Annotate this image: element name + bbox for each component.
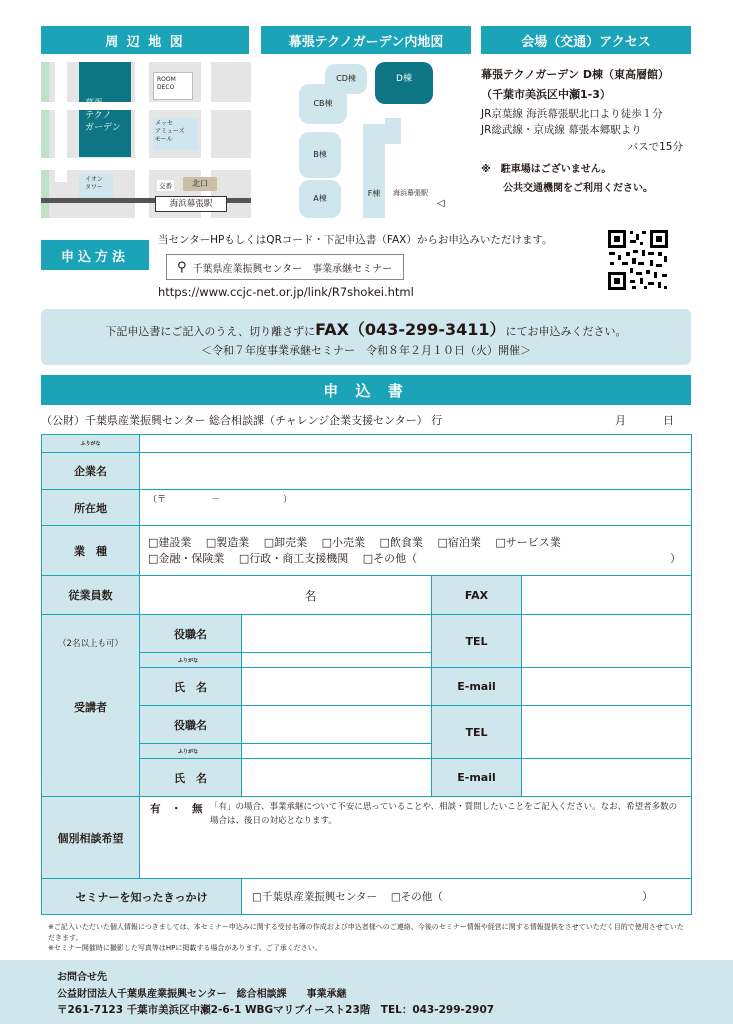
privacy-note: ※ご記入いただいた個人情報につきましては、本セミナー申込みに関する受付名簿の作成および申込者様へのご連絡、今後のセミナー情報や経営に関する情報提供をさせていただく目的で使用させていただきます。	[48, 923, 684, 942]
how-label: セミナーを知ったきっかけ	[42, 879, 242, 915]
inner-map	[261, 58, 471, 222]
park-strip	[41, 62, 49, 218]
name-label: 氏 名	[140, 759, 242, 797]
employees-unit: 名	[304, 588, 317, 603]
apply-text: 当センターHPもしくはQRコード・下記申込書（FAX）からお申込みいただけます。	[158, 234, 553, 246]
road	[41, 102, 251, 110]
location-input[interactable]	[140, 490, 692, 526]
road	[41, 158, 251, 170]
area-map	[41, 62, 251, 218]
tel-input[interactable]	[522, 706, 692, 759]
search-box[interactable]	[166, 254, 404, 280]
email-input[interactable]	[522, 759, 692, 797]
access-bus: バスで15分	[627, 140, 683, 153]
industry-row-1[interactable]: □建設業 □製造業 □卸売業 □小売業 □飲食業 □宿泊業 □サービス業	[148, 535, 561, 549]
how-options[interactable]: □千葉県産業振興センター □その他（ ）	[242, 879, 692, 915]
cb-building: CB棟	[299, 84, 347, 124]
application-form	[41, 434, 692, 915]
venue-address: （千葉市美浜区中瀬1-3）	[481, 88, 611, 101]
name-furigana-input[interactable]	[242, 653, 432, 668]
contact-footer	[0, 960, 733, 1024]
search-icon: ⚲	[177, 259, 187, 275]
postal-code-field: （〒 － ）	[148, 495, 293, 505]
contact-title: お問合せ先	[57, 972, 107, 983]
koban-label: 交番	[159, 182, 172, 190]
inner-map-header: 幕張テクノガーデン内地図	[261, 26, 471, 54]
fax-pre: 下記申込書にご記入のうえ、切り離さずに	[105, 325, 316, 338]
yes-no-option[interactable]: 有 ・ 無	[150, 803, 203, 815]
fax-number: FAX（043-299-3411）	[315, 320, 506, 339]
addressee: （公財）千葉県産業振興センター 総合相談課（チャレンジ企業支援センター） 行	[41, 414, 443, 427]
contact-org: 公益財団法人千葉県産業振興センター 総合相談課 事業承継	[57, 989, 347, 1000]
company-furigana-input[interactable]	[140, 435, 692, 453]
name-input[interactable]	[242, 759, 432, 797]
consult-input[interactable]	[140, 797, 692, 879]
industry-row-2[interactable]: □金融・保険業 □行政・商工支援機関 □その他（ ）	[148, 551, 682, 565]
aeon-label: イオン タワー	[85, 176, 104, 192]
note-mark: ※	[481, 163, 491, 175]
a-building: A棟	[299, 180, 341, 218]
qr-code[interactable]	[606, 228, 670, 292]
attendee-label-cell	[42, 615, 140, 797]
role-label: 役職名	[140, 706, 242, 744]
industry-options[interactable]	[140, 526, 692, 576]
fax-banner	[41, 309, 691, 365]
email-label: E-mail	[432, 759, 522, 797]
name-input[interactable]	[242, 668, 432, 706]
fax-label: FAX	[432, 576, 522, 615]
search-text: 千葉県産業振興センター 事業承継セミナー	[192, 263, 393, 275]
seminar-date: ＜令和７年度事業承継セミナー 令和８年２月１０日（火）開催＞	[201, 344, 531, 357]
employees-label: 従業員数	[42, 576, 140, 615]
email-label: E-mail	[432, 668, 522, 706]
station-label: 海浜幕張駅	[155, 196, 227, 212]
fax-input[interactable]	[522, 576, 692, 615]
access-jr2: JR総武線・京成線 幕張本郷駅より	[481, 124, 642, 137]
role-input[interactable]	[242, 706, 432, 744]
company-input[interactable]	[140, 453, 692, 490]
location-label: 所在地	[42, 490, 140, 526]
venue-name: 幕張テクノガーデン D棟（東高層館）	[481, 68, 669, 81]
form-header: 申 込 書	[41, 375, 691, 405]
apply-header: 申込方法	[41, 240, 149, 270]
consult-label: 個別相談希望	[42, 797, 140, 879]
inner-station-label: 海浜幕張駅	[393, 189, 428, 197]
day-label: 日	[663, 414, 674, 427]
attendee-label: 受講者	[74, 701, 107, 714]
privacy-notes	[48, 922, 688, 954]
f-building: F棟	[363, 124, 385, 218]
messe-label: メッセ アミューズ モール	[155, 120, 185, 144]
techno-garden-label: テクノ ガーデン	[85, 111, 121, 134]
cd-building: CD棟	[325, 64, 367, 94]
tel-label: TEL	[432, 706, 522, 759]
north-exit: 北口	[183, 177, 217, 191]
furigana-label: ふりがな	[42, 435, 140, 453]
access-jr1: JR京葉線 海浜幕張駅北口より徒歩１分	[481, 108, 663, 120]
role-label: 役職名	[140, 615, 242, 653]
map-header: 周 辺 地 図	[41, 26, 249, 54]
public-transport-note: 公共交通機関をご利用ください。	[503, 182, 653, 194]
role-input[interactable]	[242, 615, 432, 653]
arrow-icon: ◁	[437, 198, 445, 209]
b-building: B棟	[299, 132, 341, 178]
walkway	[385, 118, 401, 144]
access-header: 会場（交通）アクセス	[481, 26, 691, 54]
photo-note: ※セミナー開催時に撮影した写真等はHPに掲載する場合があります。ご了承ください。	[48, 944, 322, 952]
road	[201, 62, 211, 218]
multi-note: （2名以上も可）	[58, 639, 123, 649]
room-deco-label: ROOM DECO	[157, 76, 176, 91]
access-info	[481, 66, 701, 194]
email-input[interactable]	[522, 668, 692, 706]
parking-note: 駐車場はございません。	[500, 163, 612, 175]
industry-label: 業 種	[42, 526, 140, 576]
furigana-label: ふりがな	[140, 653, 242, 668]
d-building: D棟	[375, 62, 433, 104]
road	[135, 62, 149, 218]
name-furigana-input[interactable]	[242, 744, 432, 759]
furigana-label: ふりがな	[140, 744, 242, 759]
fax-post: にてお申込みください。	[505, 325, 627, 338]
apply-url[interactable]: https://www.ccjc-net.or.jp/link/R7shokei.html	[158, 285, 414, 299]
employees-input[interactable]	[140, 576, 432, 615]
contact-address: 〒261-7123 千葉市美浜区中瀬2-6-1 WBGマリブイースト23階 TEL：043-299-2907	[57, 1004, 495, 1016]
company-label: 企業名	[42, 453, 140, 490]
tel-input[interactable]	[522, 615, 692, 668]
tel-label: TEL	[432, 615, 522, 668]
consult-note: 「有」の場合、事業承継について不安に思っていることや、相談・質問したいことをご記入ください。なお、希望者多数の場合は、後日の対応となります。	[210, 802, 678, 826]
name-label: 氏 名	[140, 668, 242, 706]
month-label: 月	[615, 414, 626, 427]
addressee-line	[41, 412, 691, 428]
